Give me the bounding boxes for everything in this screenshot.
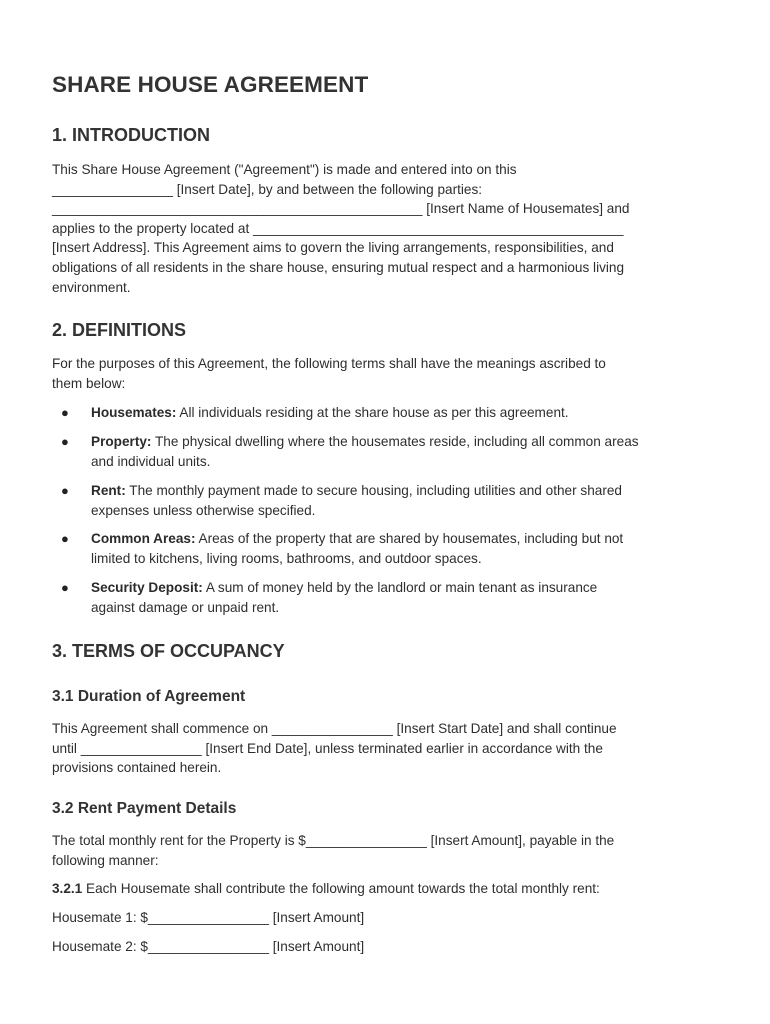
text-line: The total monthly rent for the Property is $________________ [Insert Amount], payable in the	[52, 833, 615, 848]
document-title: SHARE HOUSE AGREEMENT	[52, 72, 369, 97]
definition-text: A sum of money held by the landlord or main tenant as insurance	[202, 580, 598, 595]
text-line: provisions contained herein.	[52, 760, 222, 776]
subsection-heading-duration: 3.1 Duration of Agreement	[52, 688, 246, 705]
text-line: environment.	[52, 279, 131, 295]
subsection-heading-rent-payment: 3.2 Rent Payment Details	[52, 800, 237, 817]
duration-paragraph	[52, 719, 617, 778]
definition-text: against damage or unpaid rent.	[91, 599, 280, 615]
text-line: them below:	[52, 375, 126, 391]
clause-number: 3.2.1	[52, 881, 83, 896]
clause-text: Each Housemate shall contribute the following amount towards the total monthly rent:	[82, 881, 600, 896]
text-line: applies to the property located at _________________________________________________	[52, 220, 624, 236]
introduction-paragraph	[52, 160, 629, 297]
definition-text: All individuals residing at the share house as per this agreement.	[176, 405, 569, 420]
definition-text: The physical dwelling where the housemates reside, including all common areas	[151, 434, 639, 449]
text-line: obligations of all residents in the share house, ensuring mutual respect and a harmonious living	[52, 259, 625, 275]
definition-text: expenses unless otherwise specified.	[91, 502, 316, 518]
text-line: _________________________________________________ [Insert Name of Housemates] and	[52, 201, 630, 217]
housemate-2-amount-line: Housemate 2: $________________ [Insert Amount]	[52, 939, 365, 954]
bullet-icon: ●	[61, 531, 69, 546]
text-line: [Insert Address]. This Agreement aims to govern the living arrangements, responsibilities, and	[52, 240, 614, 256]
rent-paragraph	[52, 831, 614, 870]
text-line: For the purposes of this Agreement, the following terms shall have the meanings ascribed to	[52, 356, 606, 371]
clause-3-2-1	[52, 879, 600, 899]
definition-text: and individual units.	[91, 453, 211, 469]
bullet-icon: ●	[61, 580, 69, 595]
definition-text: Areas of the property that are shared by housemates, including but not	[195, 531, 624, 546]
text-line: This Share House Agreement ("Agreement") is made and entered into on this	[52, 162, 517, 177]
text-line: following manner:	[52, 852, 159, 868]
section-heading-terms-of-occupancy: 3. TERMS OF OCCUPANCY	[52, 641, 285, 661]
bullet-icon: ●	[61, 405, 69, 420]
definitions-intro	[52, 354, 606, 393]
definition-text: The monthly payment made to secure housing, including utilities and other shared	[125, 483, 622, 498]
text-line: ________________ [Insert Date], by and between the following parties:	[52, 181, 483, 197]
section-heading-introduction: 1. INTRODUCTION	[52, 125, 211, 145]
bullet-icon: ●	[61, 434, 69, 449]
housemate-1-amount-line: Housemate 1: $________________ [Insert Amount]	[52, 910, 365, 925]
section-heading-definitions: 2. DEFINITIONS	[52, 320, 187, 340]
definition-term: Property:	[91, 434, 152, 449]
definition-term: Rent:	[91, 483, 126, 498]
definition-text: limited to kitchens, living rooms, bathrooms, and outdoor spaces.	[91, 550, 482, 566]
text-line: This Agreement shall commence on ________________ [Insert Start Date] and shall continue	[52, 721, 617, 736]
definition-term: Security Deposit:	[91, 580, 203, 595]
bullet-icon: ●	[61, 483, 69, 498]
definition-term: Housemates:	[91, 405, 177, 420]
definition-term: Common Areas:	[91, 531, 196, 546]
text-line: until ________________ [Insert End Date], unless terminated earlier in accordance with the	[52, 740, 603, 756]
